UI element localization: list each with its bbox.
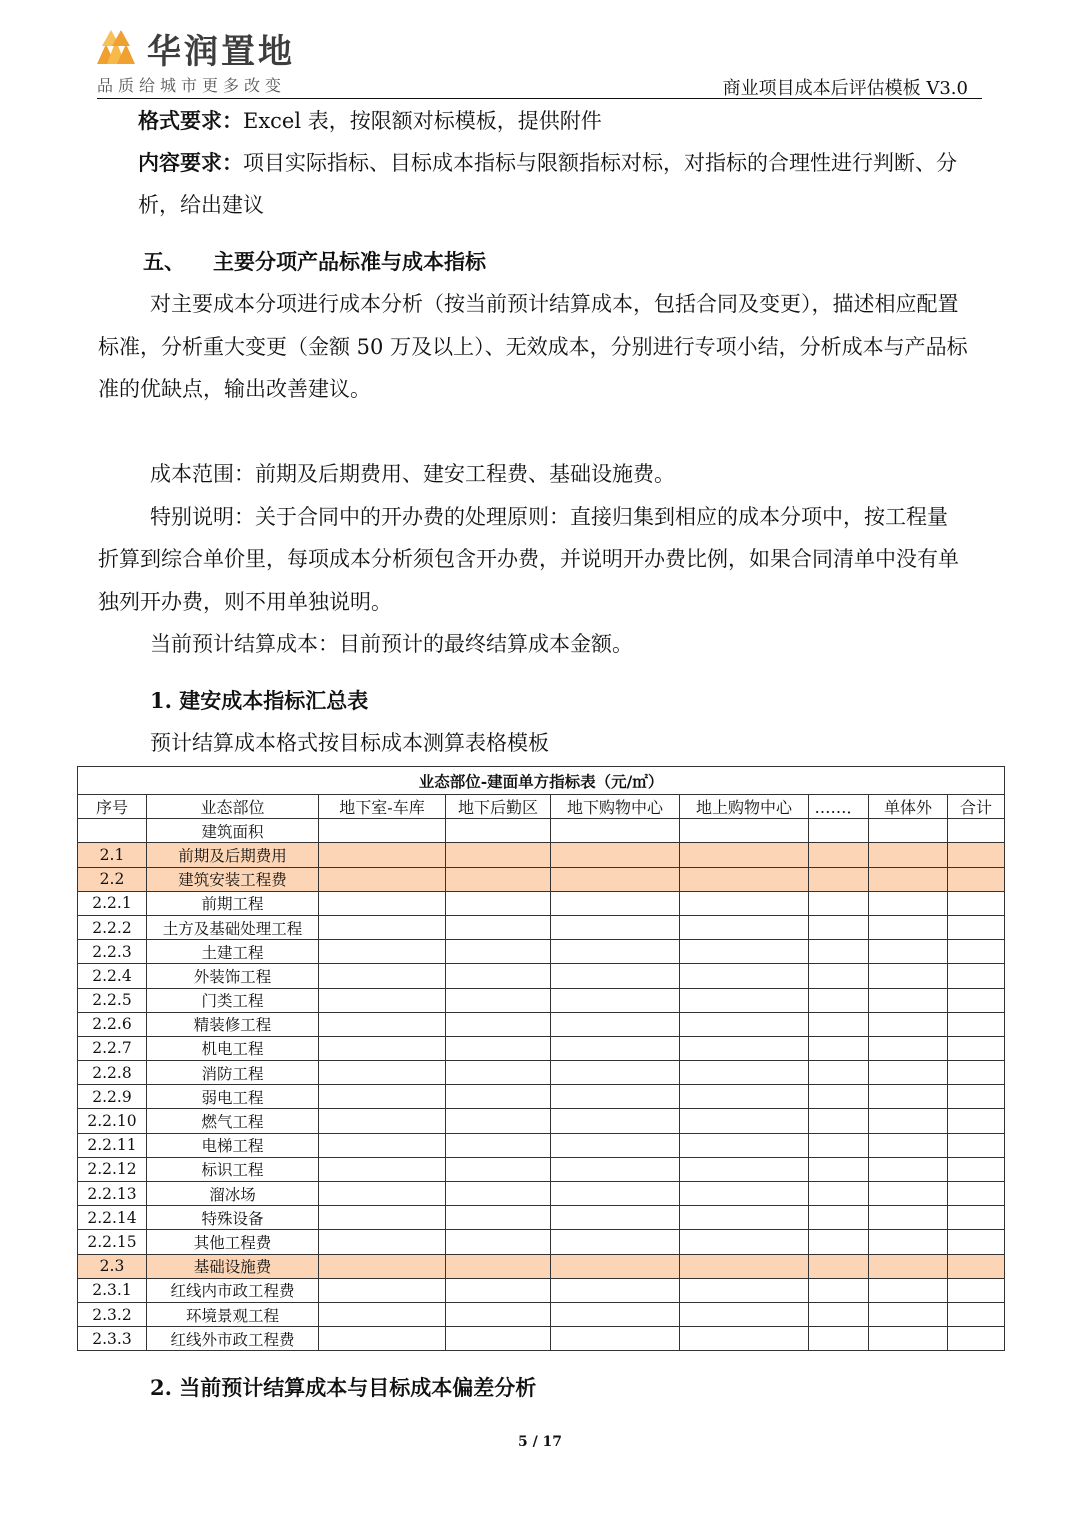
value-cell (551, 1109, 680, 1133)
value-cell (446, 1085, 551, 1109)
value-cell (869, 1036, 948, 1060)
row-label-cell: 标识工程 (147, 1157, 319, 1181)
value-cell (869, 1278, 948, 1302)
value-cell (319, 843, 446, 867)
table-row (78, 1085, 1005, 1109)
value-cell (948, 1278, 1005, 1302)
value-cell (446, 1061, 551, 1085)
value-cell (869, 1085, 948, 1109)
value-cell (869, 988, 948, 1012)
table-row (78, 988, 1005, 1012)
value-cell (319, 1085, 446, 1109)
value-cell (446, 1182, 551, 1206)
value-cell (948, 1157, 1005, 1181)
content-label: 内容要求： (138, 150, 243, 175)
value-cell (680, 988, 809, 1012)
table-header-cell: 地下室-车库 (319, 795, 446, 819)
row-number-cell: 2.2.13 (78, 1182, 147, 1206)
value-cell (446, 940, 551, 964)
table-header-cell: 单体外 (869, 795, 948, 819)
header-divider (97, 98, 982, 99)
value-cell (680, 1182, 809, 1206)
table-row (78, 1254, 1005, 1278)
value-cell (869, 1206, 948, 1230)
value-cell (809, 1327, 869, 1351)
row-number-cell: 2.2.7 (78, 1036, 147, 1060)
table-row (78, 1206, 1005, 1230)
row-number-cell: 2.2.5 (78, 988, 147, 1012)
value-cell (869, 1327, 948, 1351)
row-number-cell: 2.3.2 (78, 1302, 147, 1326)
value-cell (809, 1182, 869, 1206)
row-number-cell: 2.2.6 (78, 1012, 147, 1036)
page-number: 5 / 17 (517, 1434, 563, 1450)
value-cell (446, 1157, 551, 1181)
heading-2: 2. 当前预计结算成本与目标成本偏差分析 (150, 1375, 537, 1400)
value-cell (809, 1012, 869, 1036)
value-cell (551, 1036, 680, 1060)
table-row (78, 964, 1005, 988)
value-cell (319, 1157, 446, 1181)
row-label-cell: 溜冰场 (147, 1182, 319, 1206)
format-label: 格式要求： (138, 108, 243, 133)
value-cell (446, 1230, 551, 1254)
value-cell (809, 843, 869, 867)
value-cell (809, 1036, 869, 1060)
value-cell (551, 1133, 680, 1157)
cost-scope: 成本范围：前期及后期费用、建安工程费、基础设施费。 (150, 462, 675, 486)
value-cell (319, 1254, 446, 1278)
value-cell (948, 1327, 1005, 1351)
row-number-cell: 2.2.15 (78, 1230, 147, 1254)
value-cell (446, 891, 551, 915)
value-cell (809, 1278, 869, 1302)
value-cell (446, 1036, 551, 1060)
value-cell (809, 1085, 869, 1109)
value-cell (551, 1230, 680, 1254)
value-cell (809, 1061, 869, 1085)
cost-index-table (77, 766, 1005, 1351)
value-cell (869, 964, 948, 988)
value-cell (680, 843, 809, 867)
row-number-cell: 2.2.2 (78, 915, 147, 939)
section5-title: 主要分项产品标准与成本指标 (213, 249, 486, 274)
row-number-cell: 2.2.12 (78, 1157, 147, 1181)
value-cell (948, 891, 1005, 915)
value-cell (869, 1012, 948, 1036)
table-row (78, 891, 1005, 915)
value-cell (551, 988, 680, 1012)
table-row (78, 1302, 1005, 1326)
value-cell (948, 867, 1005, 891)
table-row (78, 1327, 1005, 1351)
row-number-cell: 2.3.3 (78, 1327, 147, 1351)
value-cell (869, 843, 948, 867)
value-cell (948, 1012, 1005, 1036)
row-label-cell: 环境景观工程 (147, 1302, 319, 1326)
value-cell (809, 915, 869, 939)
value-cell (680, 1036, 809, 1060)
row-number-cell: 2.3.1 (78, 1278, 147, 1302)
value-cell (948, 1036, 1005, 1060)
value-cell (680, 1302, 809, 1326)
value-cell (809, 1109, 869, 1133)
current-cost-definition: 当前预计结算成本：目前预计的最终结算成本金额。 (150, 632, 633, 656)
table-header-cell: ……． (809, 795, 869, 819)
row-label-cell: 弱电工程 (147, 1085, 319, 1109)
special-note-3: 独列开办费，则不用单独说明。 (98, 590, 392, 614)
table-row (78, 915, 1005, 939)
table-row (78, 1036, 1005, 1060)
value-cell (319, 891, 446, 915)
table-row (78, 819, 1005, 843)
value-cell (680, 1230, 809, 1254)
value-cell (869, 891, 948, 915)
table-header-cell: 序号 (78, 795, 147, 819)
value-cell (446, 1109, 551, 1133)
value-cell (948, 1061, 1005, 1085)
value-cell (809, 819, 869, 843)
row-label-cell: 门类工程 (147, 988, 319, 1012)
row-number-cell: 2.2.4 (78, 964, 147, 988)
value-cell (948, 843, 1005, 867)
table-row (78, 1061, 1005, 1085)
value-cell (680, 1278, 809, 1302)
value-cell (869, 1133, 948, 1157)
value-cell (319, 1061, 446, 1085)
table-header-cell: 地下购物中心 (551, 795, 680, 819)
value-cell (869, 1182, 948, 1206)
row-label-cell: 红线内市政工程费 (147, 1278, 319, 1302)
value-cell (809, 988, 869, 1012)
row-label-cell: 土建工程 (147, 940, 319, 964)
value-cell (446, 988, 551, 1012)
value-cell (551, 1327, 680, 1351)
table-header-cell: 合计 (948, 795, 1005, 819)
value-cell (680, 1327, 809, 1351)
value-cell (446, 867, 551, 891)
row-label-cell: 其他工程费 (147, 1230, 319, 1254)
value-cell (551, 1182, 680, 1206)
value-cell (319, 1278, 446, 1302)
value-cell (869, 915, 948, 939)
row-label-cell: 特殊设备 (147, 1206, 319, 1230)
value-cell (319, 1302, 446, 1326)
row-label-cell: 前期工程 (147, 891, 319, 915)
value-cell (551, 819, 680, 843)
row-label-cell: 红线外市政工程费 (147, 1327, 319, 1351)
value-cell (680, 819, 809, 843)
value-cell (680, 1133, 809, 1157)
value-cell (319, 819, 446, 843)
row-number-cell: 2.1 (78, 843, 147, 867)
value-cell (948, 1085, 1005, 1109)
value-cell (319, 1182, 446, 1206)
table-caption: 业态部位-建面单方指标表（元/㎡） (78, 767, 1005, 795)
section5-number: 五、 (143, 249, 185, 274)
value-cell (319, 940, 446, 964)
value-cell (319, 1327, 446, 1351)
value-cell (551, 1302, 680, 1326)
value-cell (319, 867, 446, 891)
content-text-2: 析，给出建议 (138, 193, 264, 217)
value-cell (446, 1012, 551, 1036)
table-header-cell: 地上购物中心 (680, 795, 809, 819)
logo-name: 华润置地 (147, 32, 295, 72)
value-cell (680, 1085, 809, 1109)
table-row (78, 1278, 1005, 1302)
table-header-cell: 业态部位 (147, 795, 319, 819)
row-number-cell (78, 819, 147, 843)
table-row (78, 1012, 1005, 1036)
value-cell (551, 1157, 680, 1181)
value-cell (680, 1012, 809, 1036)
value-cell (869, 1061, 948, 1085)
row-label-cell: 外装饰工程 (147, 964, 319, 988)
table-row (78, 1230, 1005, 1254)
value-cell (948, 1254, 1005, 1278)
row-label-cell: 基础设施费 (147, 1254, 319, 1278)
value-cell (869, 1230, 948, 1254)
row-number-cell: 2.2 (78, 867, 147, 891)
value-cell (869, 940, 948, 964)
intro-line-2: 标准，分析重大变更（金额 50 万及以上）、无效成本，分别进行专项小结，分析成本与产品标 (98, 335, 968, 359)
value-cell (680, 964, 809, 988)
value-cell (446, 819, 551, 843)
format-requirement (138, 100, 602, 142)
intro-line-3: 准的优缺点，输出改善建议。 (98, 377, 371, 401)
logo-mark-icon (97, 30, 135, 64)
content-requirement (138, 142, 957, 184)
value-cell (809, 1254, 869, 1278)
value-cell (319, 964, 446, 988)
value-cell (809, 891, 869, 915)
value-cell (446, 1133, 551, 1157)
value-cell (948, 1230, 1005, 1254)
value-cell (948, 1133, 1005, 1157)
row-number-cell: 2.2.3 (78, 940, 147, 964)
value-cell (680, 1061, 809, 1085)
row-number-cell: 2.2.14 (78, 1206, 147, 1230)
value-cell (319, 1012, 446, 1036)
value-cell (948, 1109, 1005, 1133)
value-cell (551, 1254, 680, 1278)
value-cell (869, 1157, 948, 1181)
row-label-cell: 建筑面积 (147, 819, 319, 843)
value-cell (680, 867, 809, 891)
value-cell (319, 915, 446, 939)
table-row (78, 1133, 1005, 1157)
table-row (78, 1109, 1005, 1133)
intro-line-1: 对主要成本分项进行成本分析（按当前预计结算成本，包括合同及变更），描述相应配置 (150, 292, 959, 316)
value-cell (446, 964, 551, 988)
value-cell (809, 1302, 869, 1326)
table-row (78, 867, 1005, 891)
value-cell (948, 964, 1005, 988)
format-text: Excel 表，按限额对标模板，提供附件 (243, 109, 602, 133)
table-header-row (78, 795, 1005, 819)
logo-slogan: 品质给城市更多改变 (97, 76, 287, 95)
value-cell (948, 1182, 1005, 1206)
value-cell (446, 1278, 551, 1302)
value-cell (809, 964, 869, 988)
value-cell (319, 1230, 446, 1254)
table-row (78, 1157, 1005, 1181)
value-cell (551, 1085, 680, 1109)
value-cell (551, 891, 680, 915)
value-cell (869, 867, 948, 891)
value-cell (319, 988, 446, 1012)
value-cell (869, 1109, 948, 1133)
special-note-1: 特别说明：关于合同中的开办费的处理原则：直接归集到相应的成本分项中，按工程量 (150, 505, 948, 529)
value-cell (680, 1157, 809, 1181)
row-label-cell: 机电工程 (147, 1036, 319, 1060)
value-cell (869, 1302, 948, 1326)
value-cell (948, 940, 1005, 964)
value-cell (551, 1206, 680, 1230)
value-cell (551, 964, 680, 988)
row-label-cell: 消防工程 (147, 1061, 319, 1085)
value-cell (680, 1254, 809, 1278)
value-cell (809, 1133, 869, 1157)
value-cell (948, 819, 1005, 843)
row-label-cell: 前期及后期费用 (147, 843, 319, 867)
document-title: 商业项目成本后评估模板 V3.0 (722, 78, 968, 99)
value-cell (551, 915, 680, 939)
value-cell (446, 1302, 551, 1326)
row-number-cell: 2.2.8 (78, 1061, 147, 1085)
row-label-cell: 电梯工程 (147, 1133, 319, 1157)
value-cell (869, 1254, 948, 1278)
value-cell (551, 1278, 680, 1302)
value-cell (551, 1061, 680, 1085)
table-row (78, 843, 1005, 867)
value-cell (948, 1302, 1005, 1326)
value-cell (319, 1109, 446, 1133)
value-cell (446, 1206, 551, 1230)
heading-1: 1. 建安成本指标汇总表 (150, 688, 369, 713)
value-cell (551, 1012, 680, 1036)
value-cell (319, 1036, 446, 1060)
value-cell (948, 915, 1005, 939)
row-number-cell: 2.3 (78, 1254, 147, 1278)
value-cell (680, 891, 809, 915)
value-cell (809, 1230, 869, 1254)
value-cell (319, 1133, 446, 1157)
row-label-cell: 精装修工程 (147, 1012, 319, 1036)
value-cell (680, 1206, 809, 1230)
value-cell (446, 1254, 551, 1278)
value-cell (446, 1327, 551, 1351)
value-cell (948, 988, 1005, 1012)
row-number-cell: 2.2.10 (78, 1109, 147, 1133)
row-label-cell: 燃气工程 (147, 1109, 319, 1133)
row-number-cell: 2.2.11 (78, 1133, 147, 1157)
value-cell (551, 867, 680, 891)
value-cell (869, 819, 948, 843)
value-cell (446, 843, 551, 867)
value-cell (809, 940, 869, 964)
value-cell (809, 1157, 869, 1181)
row-label-cell: 土方及基础处理工程 (147, 915, 319, 939)
value-cell (809, 867, 869, 891)
value-cell (551, 843, 680, 867)
value-cell (680, 940, 809, 964)
value-cell (319, 1206, 446, 1230)
table-row (78, 1182, 1005, 1206)
content-text-1: 项目实际指标、目标成本指标与限额指标对标，对指标的合理性进行判断、分 (243, 151, 957, 175)
value-cell (680, 915, 809, 939)
value-cell (446, 915, 551, 939)
special-note-2: 折算到综合单价里，每项成本分析须包含开办费，并说明开办费比例，如果合同清单中没有单 (98, 547, 959, 571)
value-cell (680, 1109, 809, 1133)
row-number-cell: 2.2.9 (78, 1085, 147, 1109)
heading-1-subtitle: 预计结算成本格式按目标成本测算表格模板 (150, 731, 549, 755)
table-row (78, 940, 1005, 964)
value-cell (809, 1206, 869, 1230)
table-header-cell: 地下后勤区 (446, 795, 551, 819)
row-number-cell: 2.2.1 (78, 891, 147, 915)
value-cell (551, 940, 680, 964)
row-label-cell: 建筑安装工程费 (147, 867, 319, 891)
value-cell (948, 1206, 1005, 1230)
